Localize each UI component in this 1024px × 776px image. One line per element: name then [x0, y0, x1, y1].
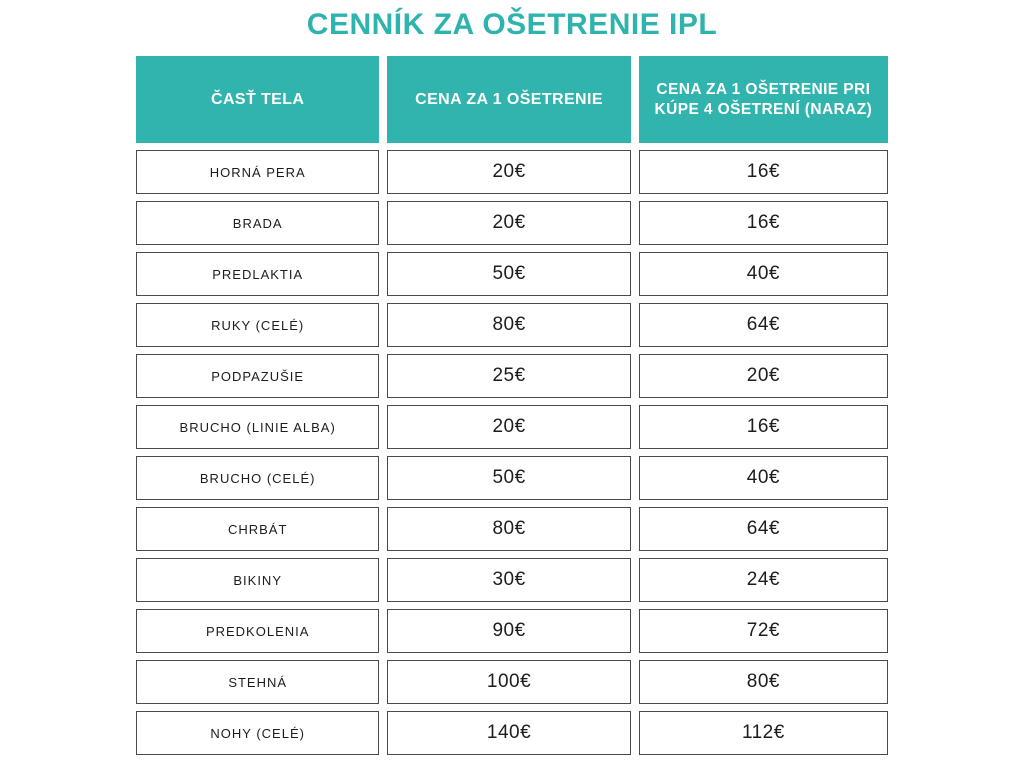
- cell-body-part: BRUCHO (CELÉ): [136, 456, 379, 500]
- column-header-body-part: ČASŤ TELA: [136, 56, 379, 143]
- table-row: [136, 507, 888, 551]
- column-header-price-single: CENA ZA 1 OŠETRENIE: [387, 56, 630, 143]
- table-row: [136, 405, 888, 449]
- cell-body-part: BRUCHO (LINIE ALBA): [136, 405, 379, 449]
- table-row: [136, 303, 888, 347]
- cell-price-single: 25€: [387, 354, 630, 398]
- cell-price-single: 80€: [387, 303, 630, 347]
- table-row: [136, 252, 888, 296]
- cell-body-part: HORNÁ PERA: [136, 150, 379, 194]
- cell-price-package: 64€: [639, 507, 888, 551]
- table-row: [136, 609, 888, 653]
- cell-price-single: 90€: [387, 609, 630, 653]
- cell-price-package: 20€: [639, 354, 888, 398]
- cell-body-part: CHRBÁT: [136, 507, 379, 551]
- cell-price-package: 16€: [639, 405, 888, 449]
- cell-price-single: 100€: [387, 660, 630, 704]
- cell-price-single: 30€: [387, 558, 630, 602]
- cell-price-single: 20€: [387, 405, 630, 449]
- cell-price-single: 140€: [387, 711, 630, 755]
- table-row: [136, 354, 888, 398]
- table-row: [136, 711, 888, 755]
- table-row: [136, 456, 888, 500]
- cell-price-package: 24€: [639, 558, 888, 602]
- cell-price-package: 80€: [639, 660, 888, 704]
- cell-body-part: PREDLAKTIA: [136, 252, 379, 296]
- table-row: [136, 201, 888, 245]
- column-header-price-package: CENA ZA 1 OŠETRENIE PRI KÚPE 4 OŠETRENÍ (NARAZ): [639, 56, 888, 143]
- table-row: [136, 150, 888, 194]
- cell-price-package: 40€: [639, 252, 888, 296]
- cell-body-part: BIKINY: [136, 558, 379, 602]
- cell-price-single: 20€: [387, 150, 630, 194]
- cell-price-single: 50€: [387, 252, 630, 296]
- cell-body-part: PODPAZUŠIE: [136, 354, 379, 398]
- pricelist-page: [0, 8, 1024, 776]
- page-title: CENNÍK ZA OŠETRENIE IPL: [306, 8, 718, 41]
- table-row: [136, 558, 888, 602]
- cell-price-package: 16€: [639, 201, 888, 245]
- cell-price-single: 20€: [387, 201, 630, 245]
- cell-price-package: 16€: [639, 150, 888, 194]
- cell-body-part: RUKY (CELÉ): [136, 303, 379, 347]
- table-row: [136, 660, 888, 704]
- table-header-row: [136, 56, 888, 143]
- cell-price-package: 64€: [639, 303, 888, 347]
- cell-price-single: 80€: [387, 507, 630, 551]
- cell-price-package: 40€: [639, 456, 888, 500]
- cell-body-part: BRADA: [136, 201, 379, 245]
- cell-price-single: 50€: [387, 456, 630, 500]
- cell-price-package: 72€: [639, 609, 888, 653]
- cell-body-part: NOHY (CELÉ): [136, 711, 379, 755]
- price-table: [136, 56, 888, 755]
- cell-body-part: STEHNÁ: [136, 660, 379, 704]
- cell-body-part: PREDKOLENIA: [136, 609, 379, 653]
- cell-price-package: 112€: [639, 711, 888, 755]
